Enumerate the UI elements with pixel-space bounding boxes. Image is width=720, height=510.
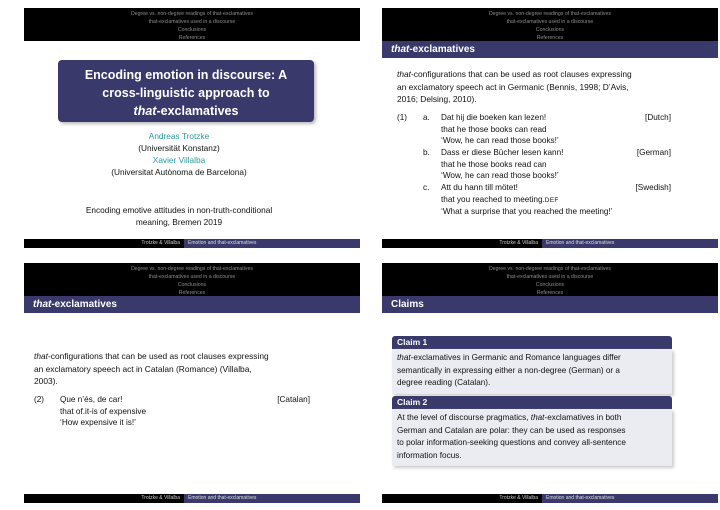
footer xyxy=(24,239,360,248)
claim-2-body: At the level of discourse pragmatics, that-exclamatives in both German and Catalan are polar: they can be used as responses to polar information-seeking questions and convey all-sentence information focus. xyxy=(392,409,672,466)
title-line-3: that-exclamatives xyxy=(133,104,239,118)
nav-section-conclusions[interactable]: Conclusions xyxy=(177,27,207,33)
section-navigation-bar xyxy=(382,8,718,41)
slide-claims xyxy=(382,263,718,503)
nav-section-references[interactable]: References xyxy=(178,290,206,296)
footer-title: Emotion and that-exclamatives xyxy=(542,239,718,248)
frame-title: that-exclamatives xyxy=(382,41,718,58)
footer xyxy=(382,494,718,503)
claim-1-title: Claim 1 xyxy=(392,336,672,349)
affiliation-2: (Universitat Autònoma de Barcelona) xyxy=(111,167,247,177)
affiliation-1: (Universität Konstanz) xyxy=(138,143,220,153)
nav-section-discourse[interactable]: that-exclamatives used in a discourse xyxy=(148,19,236,25)
event-line-1: Encoding emotive attitudes in non-truth-conditional xyxy=(85,205,273,215)
nav-section-degree[interactable]: Degree vs. non-degree readings of that-exclamatives xyxy=(489,266,611,272)
title-line-2: cross-linguistic approach to xyxy=(102,86,270,100)
footer-authors: Trotzke & Villalba xyxy=(382,494,542,503)
frame-title: Claims xyxy=(382,296,718,313)
section-navigation-bar xyxy=(382,263,718,296)
nav-section-degree[interactable]: Degree vs. non-degree readings of that-exclamatives xyxy=(131,11,253,17)
example-1: (1) a. Dat hij die boeken kan lezen! [Dutch] that he those books can read ‘Wow, he can read those books!’ b. Dass er diese Bücher lesen kann! [German] that he those books read can ‘Wow, he can read those books!’ c. Att du hann till mötet! [Swedish] that you reached to meeting.DEF ‘What a surprise that you reached the meeting!’ xyxy=(397,113,671,216)
section-navigation-bar xyxy=(24,263,360,296)
author-1: Andreas Trotzke xyxy=(148,131,210,141)
title-box xyxy=(58,60,314,122)
footer-authors: Trotzke & Villalba xyxy=(24,494,184,503)
claim-2-title: Claim 2 xyxy=(392,396,672,409)
nav-section-references[interactable]: References xyxy=(536,35,564,41)
footer xyxy=(382,239,718,248)
author-2: Xavier Villalba xyxy=(152,155,206,165)
footer xyxy=(24,494,360,503)
section-navigation-bar xyxy=(24,8,360,41)
nav-section-references[interactable]: References xyxy=(536,290,564,296)
footer-authors: Trotzke & Villalba xyxy=(382,239,542,248)
claim-2-block xyxy=(392,396,672,466)
claim-1-block xyxy=(392,336,672,394)
nav-section-conclusions[interactable]: Conclusions xyxy=(535,282,565,288)
nav-section-conclusions[interactable]: Conclusions xyxy=(535,27,565,33)
slide-that-exclamatives-germanic xyxy=(382,8,718,248)
slide-that-exclamatives-catalan xyxy=(24,263,360,503)
event-line-2: meaning, Bremen 2019 xyxy=(135,217,223,227)
nav-section-conclusions[interactable]: Conclusions xyxy=(177,282,207,288)
nav-section-discourse[interactable]: that-exclamatives used in a discourse xyxy=(506,19,594,25)
example-2: (2) Que n’és, de car! [Catalan] that of.it-is of expensive ‘How expensive it is!’ xyxy=(34,395,310,428)
nav-section-degree[interactable]: Degree vs. non-degree readings of that-exclamatives xyxy=(489,11,611,17)
nav-section-discourse[interactable]: that-exclamatives used in a discourse xyxy=(506,274,594,280)
title-line-1: Encoding emotion in discourse: A xyxy=(84,68,288,82)
claim-1-body: that-exclamatives in Germanic and Romance languages differ semantically in expressing either a non-degree (German) or a degree reading (Catalan). xyxy=(392,349,672,394)
footer-title: Emotion and that-exclamatives xyxy=(542,494,718,503)
frame-title: that-exclamatives xyxy=(24,296,360,313)
intro-paragraph: that-configurations that can be used as root clauses expressing an exclamatory speech act in Catalan (Romance) (Villalba, 2003). xyxy=(34,351,269,386)
nav-section-references[interactable]: References xyxy=(178,35,206,41)
nav-section-degree[interactable]: Degree vs. non-degree readings of that-exclamatives xyxy=(131,266,253,272)
slide-title xyxy=(24,8,360,248)
footer-title: Emotion and that-exclamatives xyxy=(184,494,360,503)
intro-paragraph: that-configurations that can be used as root clauses expressing an exclamatory speech act in Germanic (Bennis, 1998; D’Avis, 2016; Delsing, 2010). xyxy=(397,69,632,104)
footer-authors: Trotzke & Villalba xyxy=(24,239,184,248)
nav-section-discourse[interactable]: that-exclamatives used in a discourse xyxy=(148,274,236,280)
footer-title: Emotion and that-exclamatives xyxy=(184,239,360,248)
